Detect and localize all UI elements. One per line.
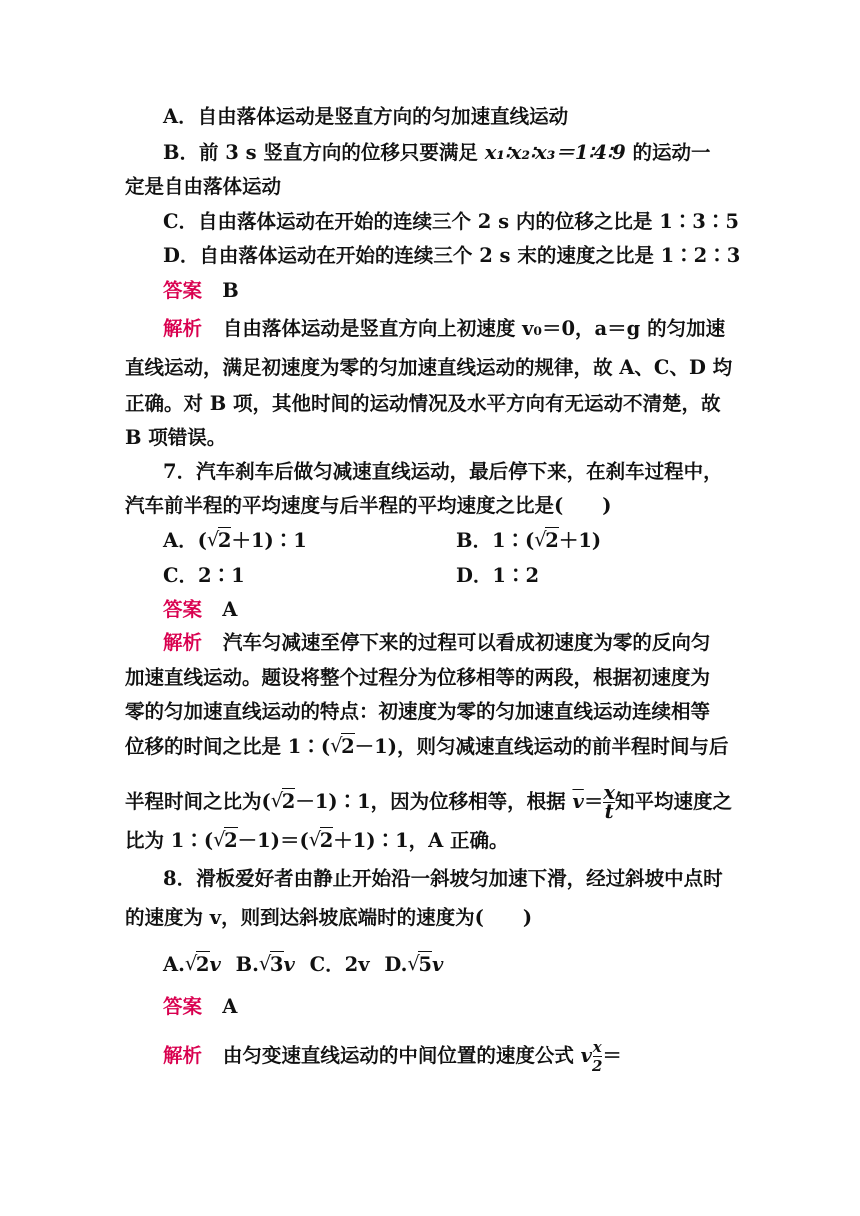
q7-analysis-fraction: $\frac{x}{t}$ xyxy=(603,781,615,823)
q7-analysis-sqrt-2: √ 2 xyxy=(271,789,296,815)
q8-stem-line-1: 8．滑板爱好者由静止开始沿一斜坡匀加速下滑，经过斜坡中点时 xyxy=(163,867,723,890)
q8-option-d: D. √ 5v xyxy=(384,953,443,976)
q7-analysis-line-3: 零的匀加速直线运动的特点：初速度为零的匀加速直线运动连续相等 xyxy=(125,700,711,723)
q8-answer xyxy=(163,994,237,1020)
q7-stem-line-1: 7．汽车刹车后做匀减速直线运动，最后停下来，在刹车过程中， xyxy=(163,460,723,483)
q7-option-d: D．1∶2 xyxy=(456,564,540,587)
q6-option-b-ratio: x₁∶x₂∶x₃＝1∶4∶9 xyxy=(484,141,626,164)
q6-option-b-tail: 的运动一 xyxy=(625,141,711,164)
q6-option-a: A．自由落体运动是竖直方向的匀加速直线运动 xyxy=(163,105,569,128)
q8-option-a: A. √ 2v xyxy=(163,953,221,976)
q8-analysis-fraction: $\frac{x}{2}$ xyxy=(591,1038,603,1075)
q7-analysis-sqrt-4: √ 2 xyxy=(309,828,334,854)
q8-analysis-line-1: 解析 由匀变速直线运动的中间位置的速度公式 v $\frac{x}{2}$ ＝ xyxy=(163,1038,622,1075)
q7-analysis-v-bar: $\overline{v}$ xyxy=(572,790,584,813)
q6-analysis-line-4: B 项错误。 xyxy=(125,426,227,449)
q7-analysis-line-2: 加速直线运动。题设将整个过程分为位移相等的两段，根据初速度为 xyxy=(125,666,711,689)
q6-answer xyxy=(163,278,239,304)
q6-option-b-continued: 定是自由落体运动 xyxy=(125,175,282,198)
q7-analysis-text: 汽车匀减速至停下来的过程可以看成初速度为零的反向匀 xyxy=(222,631,711,654)
q8-analysis-label: 解析 xyxy=(163,1044,203,1067)
q8-stem-line-2: 的速度为 v，则到达斜坡底端时的速度为( ) xyxy=(125,906,533,929)
q7-analysis-line-6: 比为 1∶( √ 2－1)＝( √ 2＋1)∶1，A 正确。 xyxy=(125,828,509,854)
q7-analysis-line-4: 位移的时间之比是 1∶( √ 2－1)，则匀减速直线运动的前半程时间与后 xyxy=(125,734,728,760)
q6-analysis-text: 自由落体运动是竖直方向上初速度 v₀＝0，a＝g 的匀加速 xyxy=(222,317,726,340)
q7-option-b-post: ＋1) xyxy=(558,529,602,552)
q6-answer-value: B xyxy=(222,279,239,302)
q7-option-b-sqrt: √ 2 xyxy=(534,528,559,554)
q7-analysis-sqrt-3: √ 2 xyxy=(213,828,238,854)
q7-analysis-label: 解析 xyxy=(163,631,203,654)
q6-analysis-label: 解析 xyxy=(163,317,203,340)
q7-analysis-sqrt: √ 2 xyxy=(330,734,355,760)
q7-analysis-line-5: 半程时间之比为( √ 2－1)∶1，因为位移相等，根据 $\overline{v}=$ $\frac{x}{t}$ 知平均速度之 xyxy=(125,784,732,821)
q7-option-b xyxy=(456,528,601,554)
q8-option-c: C．2v xyxy=(309,953,370,976)
q6-analysis-line-3: 正确。对 B 项，其他时间的运动情况及水平方向有无运动不清楚，故 xyxy=(125,392,721,415)
q7-option-a-sqrt: √ 2 xyxy=(207,528,232,554)
q8-option-b: B. √ 3v xyxy=(236,953,295,976)
q6-option-b-text: B．前 3 s 竖直方向的位移只要满足 xyxy=(163,141,485,164)
q7-analysis-line-1 xyxy=(163,630,710,656)
q7-answer-value: A xyxy=(222,598,238,621)
q6-analysis-line-1 xyxy=(163,316,725,342)
q7-option-b-pre: B．1∶( xyxy=(456,529,535,552)
q7-option-c: C．2∶1 xyxy=(163,564,245,587)
q7-option-a xyxy=(163,528,307,554)
q6-option-c: C．自由落体运动在开始的连续三个 2 s 内的位移之比是 1∶3∶5 xyxy=(163,210,739,233)
q6-analysis-line-2: 直线运动，满足初速度为零的匀加速直线运动的规律，故 A、C、D 均 xyxy=(125,356,733,379)
q6-answer-label: 答案 xyxy=(163,279,203,302)
q7-answer xyxy=(163,597,237,623)
q7-option-a-pre: A．( xyxy=(163,529,207,552)
q7-answer-label: 答案 xyxy=(163,598,203,621)
q8-options xyxy=(163,952,443,978)
q8-answer-label: 答案 xyxy=(163,995,203,1018)
q8-answer-value: A xyxy=(222,995,238,1018)
q7-stem-line-2: 汽车前半程的平均速度与后半程的平均速度之比是( ) xyxy=(125,494,612,517)
q8-analysis-text: 由匀变速直线运动的中间位置的速度公式 xyxy=(222,1044,581,1067)
q6-option-d: D．自由落体运动在开始的连续三个 2 s 末的速度之比是 1∶2∶3 xyxy=(163,244,741,267)
q7-option-a-post: ＋1)∶1 xyxy=(231,529,307,552)
q6-option-b xyxy=(163,140,711,166)
